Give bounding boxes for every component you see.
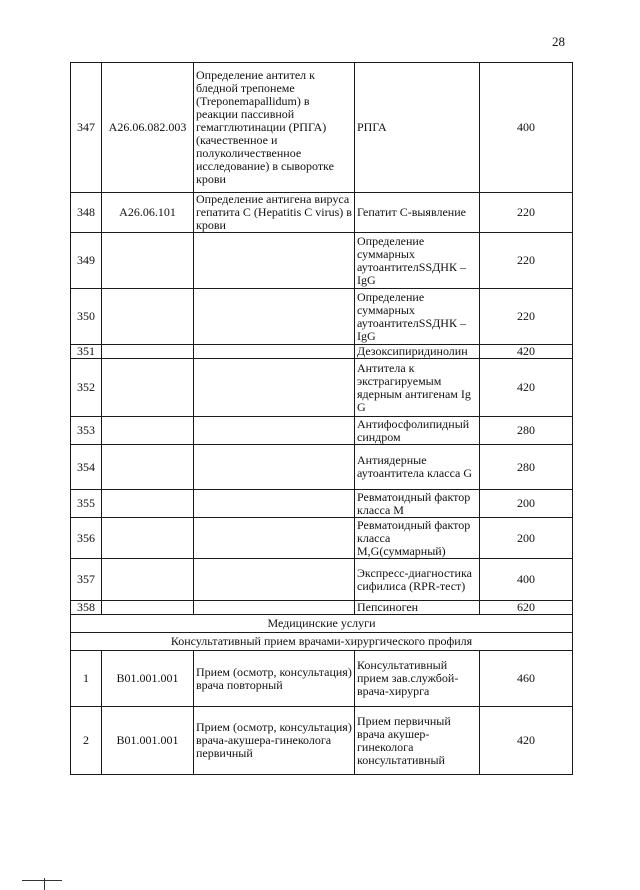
service-price: 420 (480, 359, 573, 417)
service-name (194, 233, 355, 289)
service-price: 220 (480, 233, 573, 289)
service-name (194, 601, 355, 615)
service-code (102, 445, 194, 490)
service-name (194, 445, 355, 490)
service-short-name: Прием первичный врача акушер-гинеколога консультативный (355, 707, 480, 775)
service-name (194, 417, 355, 445)
table-row (71, 233, 573, 289)
service-code (102, 490, 194, 518)
service-price: 400 (480, 559, 573, 601)
table-row (71, 601, 573, 615)
table-row (71, 559, 573, 601)
service-code (102, 345, 194, 359)
service-short-name: Определение суммарных аутоантителSSДНК – IgG (355, 233, 480, 289)
row-number: 354 (71, 445, 102, 490)
service-price: 200 (480, 518, 573, 559)
service-short-name: Антифосфолипидный синдром (355, 417, 480, 445)
service-code (102, 518, 194, 559)
service-code: B01.001.001 (102, 651, 194, 707)
service-code (102, 417, 194, 445)
service-name (194, 359, 355, 417)
page-number: 28 (552, 34, 565, 49)
row-number: 348 (71, 193, 102, 233)
service-short-name: РПГА (355, 63, 480, 193)
service-name (194, 345, 355, 359)
service-price: 280 (480, 417, 573, 445)
table-row (71, 417, 573, 445)
price-list-table (70, 62, 573, 775)
row-number: 356 (71, 518, 102, 559)
service-short-name: Консультативный прием зав.службой-врача-хирурга (355, 651, 480, 707)
service-price: 400 (480, 63, 573, 193)
table-row (71, 359, 573, 417)
row-number: 355 (71, 490, 102, 518)
service-price: 420 (480, 707, 573, 775)
service-name (194, 559, 355, 601)
service-code (102, 359, 194, 417)
service-price: 200 (480, 490, 573, 518)
row-number: 353 (71, 417, 102, 445)
service-price: 220 (480, 193, 573, 233)
service-name: Определение антигена вируса гепатита С (Hepatitis C virus) в крови (194, 193, 355, 233)
table-row (71, 651, 573, 707)
row-number: 352 (71, 359, 102, 417)
service-short-name: Дезоксипиридинолин (355, 345, 480, 359)
service-price: 620 (480, 601, 573, 615)
row-number: 358 (71, 601, 102, 615)
service-short-name: Ревматоидный фактор класса М (355, 490, 480, 518)
service-code: B01.001.001 (102, 707, 194, 775)
section-title-medical-services: Медицинские услуги (71, 615, 573, 633)
row-number: 2 (71, 707, 102, 775)
service-short-name: Пепсиноген (355, 601, 480, 615)
service-short-name: Антиядерные аутоантитела класса G (355, 445, 480, 490)
section-title-surgical-consult: Консультативный прием врачами-хирургического профиля (71, 633, 573, 651)
service-price: 460 (480, 651, 573, 707)
row-number: 357 (71, 559, 102, 601)
service-code: A26.06.101 (102, 193, 194, 233)
service-price: 220 (480, 289, 573, 345)
table-row (71, 518, 573, 559)
row-number: 350 (71, 289, 102, 345)
table-row (71, 490, 573, 518)
row-number: 351 (71, 345, 102, 359)
table-row (71, 63, 573, 193)
service-short-name: Определение суммарных аутоантителSSДНК – IgG (355, 289, 480, 345)
service-name: Прием (осмотр, консультация) врача-акушера-гинеколога первичный (194, 707, 355, 775)
table-row (71, 193, 573, 233)
service-code (102, 289, 194, 345)
service-code (102, 559, 194, 601)
service-code (102, 233, 194, 289)
scan-corner-tick (44, 878, 45, 890)
scan-corner-mark (22, 880, 62, 881)
service-short-name: Гепатит С-выявление (355, 193, 480, 233)
service-name: Прием (осмотр, консультация) врача повторный (194, 651, 355, 707)
service-name (194, 518, 355, 559)
table-row (71, 445, 573, 490)
service-price: 280 (480, 445, 573, 490)
service-code: A26.06.082.003 (102, 63, 194, 193)
service-short-name: Ревматоидный фактор класса M,G(суммарный) (355, 518, 480, 559)
service-name (194, 490, 355, 518)
service-price: 420 (480, 345, 573, 359)
table-row (71, 345, 573, 359)
row-number: 349 (71, 233, 102, 289)
service-name (194, 289, 355, 345)
section-row (71, 615, 573, 633)
table-row (71, 707, 573, 775)
service-name: Определение антител к бледной трепонеме (Treponemapallidum) в реакции пассивной гемагглютинации (РПГА) (качественное и полуколичественное исследование) в сыворотке крови (194, 63, 355, 193)
row-number: 347 (71, 63, 102, 193)
section-row (71, 633, 573, 651)
row-number: 1 (71, 651, 102, 707)
service-short-name: Экспресс-диагностика сифилиса (RPR-тест) (355, 559, 480, 601)
service-short-name: Антитела к экстрагируемым ядерным антигенам Ig G (355, 359, 480, 417)
table-row (71, 289, 573, 345)
service-code (102, 601, 194, 615)
